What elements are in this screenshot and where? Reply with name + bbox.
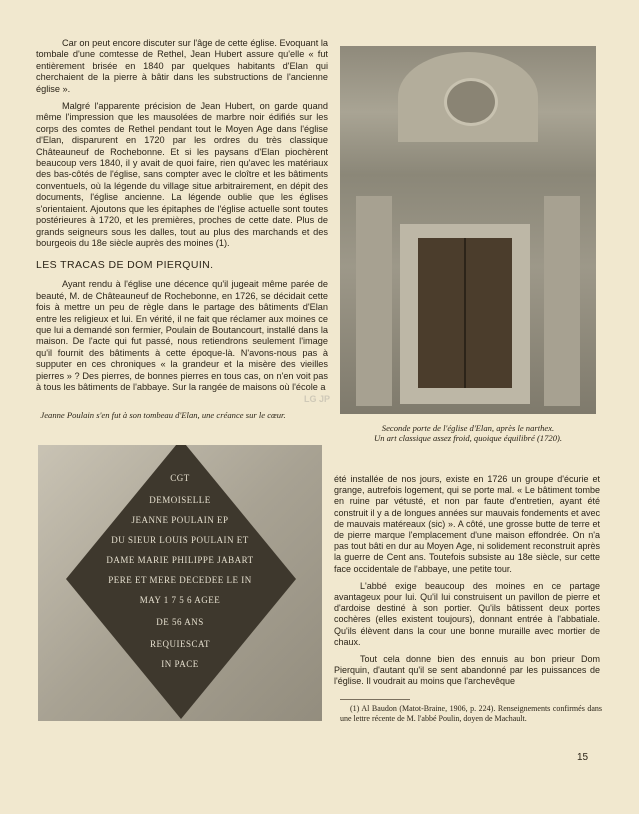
door-frame xyxy=(400,224,530,404)
left-photo-caption: Jeanne Poulain s'en fut à son tombeau d'Elan, une créance sur le cœur. xyxy=(40,410,286,420)
right-photo-caption xyxy=(340,423,596,443)
pediment-medallion xyxy=(444,78,498,126)
page-number: 15 xyxy=(577,752,589,763)
paragraph-abbe-exige: L'abbé exige beaucoup des moines en ce partage avantageux pour lui. Qu'il lui construisent un pavillon de pierre et d'ardoise destiné à son portier. Qu'ils bâtissent deux portes cochères (elles existent toujours), donnant entrée à l'abbatiale. Qu'ils élèvent dans la cour une bonne muraille avec mortier de chaux. xyxy=(334,580,600,647)
tombstone-photo xyxy=(38,445,322,721)
inscription-line: JEANNE POULAIN EP xyxy=(131,515,229,525)
wooden-door xyxy=(418,238,512,388)
right-pilaster xyxy=(544,196,580,406)
left-pilaster xyxy=(356,196,392,406)
left-column xyxy=(36,38,328,399)
paragraph-ecurie: été installée de nos jours, existe en 1726 un groupe d'écurie et grange, autrefois logement, qui se porte mal. « Le bâtiment tombe en ruine par vétusté, et non par faute d'entretien, ayant été construit il y a de longues années sur mauvais fondements et avec de mauvais matéreaux (sic) ». A côté, une grosse butte de terre et de pierre marque l'emplacement d'une maison effondrée. On n'a pas tout bâti en dur au Moyen Age, ni solidement reconstruit après la guerre de Cent ans. Toutefois subsiste au 18e siècle, sur cette face occidentale de l'abbaye, une petite tour. xyxy=(334,474,600,574)
inscription-line: DAME MARIE PHILIPPE JABART xyxy=(106,555,254,565)
inscription-line: DE 56 ANS xyxy=(156,617,204,627)
right-caption-line-1: Seconde porte de l'église d'Elan, après le narthex. xyxy=(381,423,555,433)
inscription-line: DU SIEUR LOUIS POULAIN ET xyxy=(111,535,249,545)
inscription-line: IN PACE xyxy=(161,659,199,669)
watermark-logo: LG JP xyxy=(303,394,330,404)
church-door-photo xyxy=(340,46,596,414)
inscription-line: REQUIESCAT xyxy=(149,639,210,649)
right-column xyxy=(334,474,600,694)
inscription-line: PERE ET MERE DECEDEE LE IN xyxy=(108,575,252,585)
paragraph-mausoleums: Malgré l'apparente précision de Jean Hubert, on garde quand même l'impression que les mausolées de marbre noir édifiés sur les corps des comtes de Rethel pendant tout le Moyen Age dans l'église d'Elan, disparurent en 1720 par les ordres du très classique Châteauneuf de Rochebonne. Et si les paysans d'Elan piochèrent beaucoup vers 1840, il y avait de quoi faire, rien qu'avec les matériaux des bas-côtés de l'église, sans compter avec le cloître et les bâtiments conventuels, où la légende du village situe arbitrairement, en dépit des documents, l'église ancienne. La légende oublie que les églises s'orientaient. Ajoutons que les épitaphes de l'église actuelle sont toutes postérieures à 1720, et les premières, proches de cette date. Plus de grands seigneurs sous les dalles, tout au plus des marchands et des bourgeois du 18e siècle auprès des moines (1). xyxy=(36,101,328,248)
inscription-line: MAY 1 7 5 6 AGEE xyxy=(139,595,221,605)
right-caption-line-2: Un art classique assez froid, quoique équilibré (1720). xyxy=(373,433,562,443)
footnote-divider xyxy=(340,699,410,700)
inscription-line: CGT xyxy=(170,473,190,483)
paragraph-ennuis: Tout cela donne bien des ennuis au bon prieur Dom Pierquin, d'autant qu'il se sent abandonné par les puissances de l'église. Il voudrait au moins que l'archevêque xyxy=(334,654,600,687)
paragraph-tracas: Ayant rendu à l'église une décence qu'il jugeait même parée de beauté, M. de Châteauneuf de Rochebonne, en 1726, se décidait cette fois à mettre un peu de règle dans le partage des bâtiments d'Elan entre les religieux et lui. En vérité, il ne fait que réclamer aux moines ce que lui a demandé son fermier, Poulain de Boutancourt, installé dans la maison. De l'acte qui fut passé, nous retiendrons seulement l'image qu'il fournit des bâtiments à cette époque-là. N'avons-nous pas à supputer en ces chroniques « la grandeur et la misère des vieilles pierres » ? Des pierres, de bonnes pierres en tous cas, on n'en voit pas à tous les bâtiments de l'abbaye. Sur la rangée de maisons où l'école a xyxy=(36,279,328,392)
paragraph-church-age: Car on peut encore discuter sur l'âge de cette église. Evoquant la tombale d'une comtesse de Rethel, Jean Hubert assure qu'elle « fut entièrement brisée en 1840 par quelques habitants d'Elan qui cherchaient de la pierre à bâtir dans les substructions de l'ancienne église ». xyxy=(36,38,328,94)
footnote: (1) Al Baudon (Matot-Braine, 1906, p. 224). Renseignements confirmés dans une lettre récente de M. l'abbé Poulin, doyen de Machault. xyxy=(340,704,602,723)
section-heading: LES TRACAS DE DOM PIERQUIN. xyxy=(36,259,214,272)
door-pediment xyxy=(398,52,538,142)
door-split xyxy=(464,238,466,388)
inscription-line: DEMOISELLE xyxy=(149,495,211,505)
